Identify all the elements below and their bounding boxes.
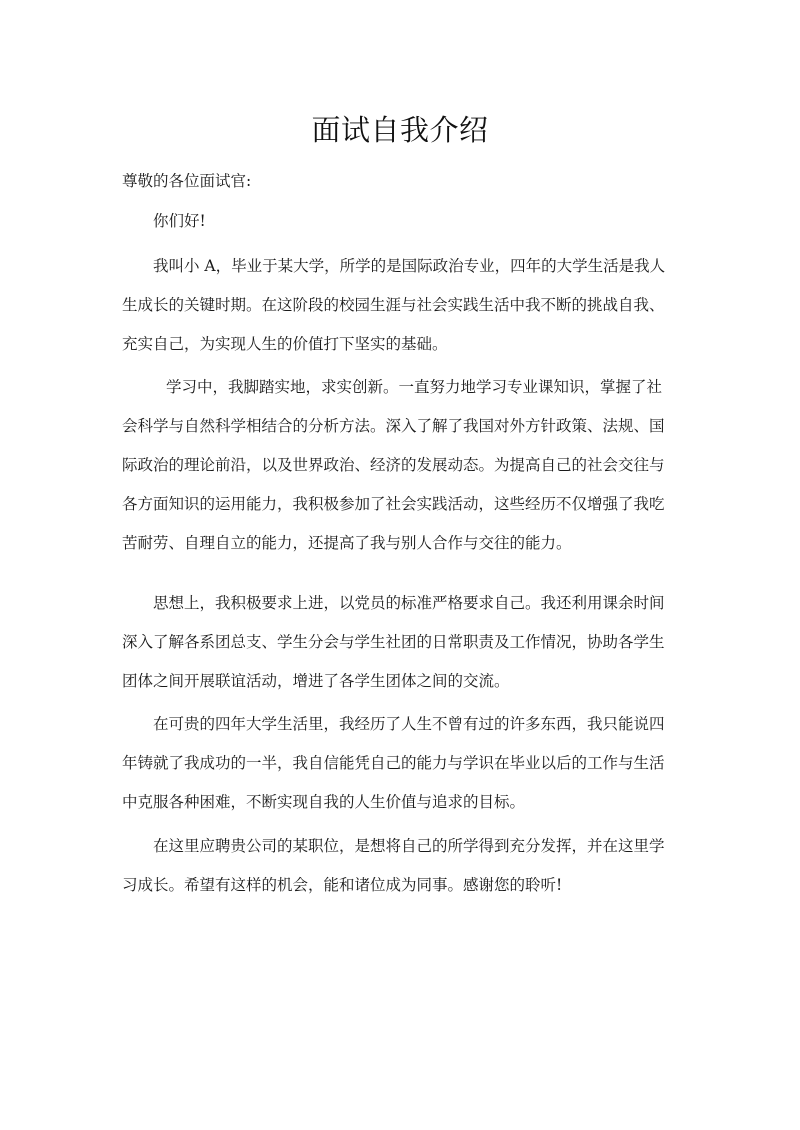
paragraph-line: 习成长。希望有这样的机会，能和诸位成为同事。感谢您的聆听!: [122, 876, 563, 894]
paragraph-line: 团体之间开展联谊活动，增进了各学生团体之间的交流。: [122, 672, 510, 690]
salutation: 尊敬的各位面试官:: [122, 172, 252, 190]
paragraph-line: 苦耐劳、自理自立的能力，还提高了我与别人合作与交往的能力。: [122, 534, 572, 552]
paragraph-line: 际政治的理论前沿，以及世界政治、经济的发展动态。为提高自己的社会交往与: [122, 456, 665, 474]
greeting: 你们好!: [153, 212, 206, 230]
paragraph-ideology: [122, 584, 694, 701]
paragraph-line: 会科学与自然科学相结合的分析方法。深入了解了我国对外方针政策、法规、国: [122, 417, 665, 435]
document-title: 面试自我介绍: [311, 113, 489, 147]
paragraph-line: 中克服各种困难，不断实现自我的人生价值与追求的目标。: [122, 793, 526, 811]
paragraph-line: 在可贵的四年大学生活里，我经历了人生不曾有过的许多东西，我只能说四: [153, 715, 665, 733]
paragraph-line: 学习中，我脚踏实地，求实创新。一直努力地学习专业课知识，掌握了社: [166, 378, 663, 396]
paragraph-line: 充实自己，为实现人生的价值打下坚实的基础。: [122, 335, 448, 353]
paragraph-line: 各方面知识的运用能力，我积极参加了社会实践活动，这些经历不仅增强了我吃: [122, 495, 665, 513]
paragraph-university-life: [122, 705, 694, 822]
paragraph-line: 年铸就了我成功的一半，我自信能凭自己的能力与学识在毕业以后的工作与生活: [122, 754, 665, 772]
paragraph-line: 生成长的关键时期。在这阶段的校园生涯与社会实践生活中我不断的挑战自我、: [122, 296, 665, 314]
paragraph-line: 思想上，我积极要求上进，以党员的标准严格要求自己。我还利用课余时间: [153, 594, 665, 612]
paragraph-study: [122, 368, 694, 563]
paragraph-line: 在这里应聘贵公司的某职位，是想将自己的所学得到充分发挥，并在这里学: [153, 837, 665, 855]
paragraph-line: 深入了解各系团总支、学生分会与学生社团的日常职责及工作情况，协助各学生: [122, 633, 665, 651]
paragraph-introduction: [122, 247, 694, 364]
paragraph-closing: [122, 827, 694, 905]
paragraph-line: 我叫小 A，毕业于某大学，所学的是国际政治专业，四年的大学生活是我人: [153, 257, 666, 275]
